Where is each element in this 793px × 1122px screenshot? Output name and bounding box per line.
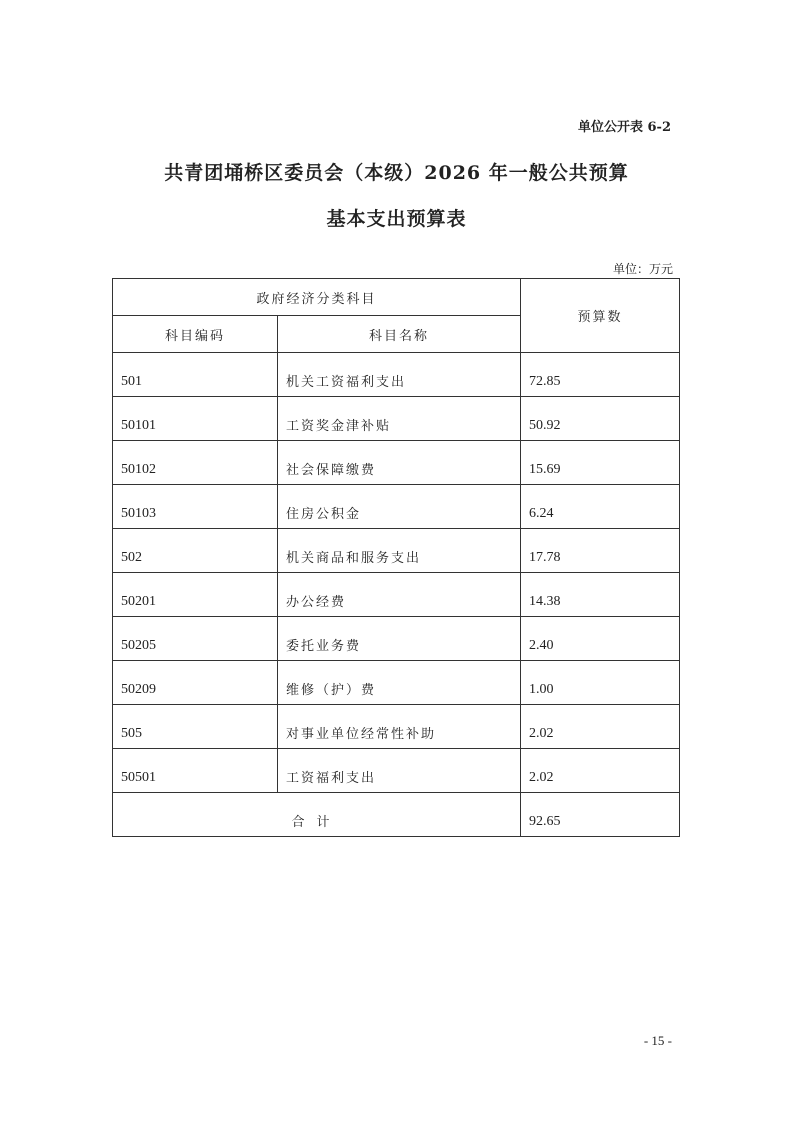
table-body <box>113 353 680 793</box>
row-code: 50101 <box>113 397 278 441</box>
table-label: 单位公开表 6-2 <box>577 120 671 135</box>
document-subtitle: 基本支出预算表 <box>326 208 467 230</box>
row-amount: 6.24 <box>521 485 680 529</box>
row-name: 社会保障缴费 <box>278 441 521 485</box>
row-name: 机关工资福利支出 <box>278 353 521 397</box>
row-name: 对事业单位经常性补助 <box>278 705 521 749</box>
name-header: 科目名称 <box>278 316 521 353</box>
row-amount: 15.69 <box>521 441 680 485</box>
total-row <box>113 793 680 837</box>
budget-table <box>112 278 680 837</box>
table-row <box>113 441 680 485</box>
document-title: 共青团埇桥区委员会（本级）2026 年一般公共预算 <box>164 162 629 184</box>
row-amount: 2.02 <box>521 749 680 793</box>
row-name: 委托业务费 <box>278 617 521 661</box>
row-amount: 2.02 <box>521 705 680 749</box>
row-amount: 2.40 <box>521 617 680 661</box>
row-code: 50205 <box>113 617 278 661</box>
row-code: 50209 <box>113 661 278 705</box>
row-code: 50501 <box>113 749 278 793</box>
row-name: 工资福利支出 <box>278 749 521 793</box>
row-name: 办公经费 <box>278 573 521 617</box>
table-row <box>113 617 680 661</box>
amount-header: 预算数 <box>521 279 680 353</box>
code-header: 科目编码 <box>113 316 278 353</box>
row-amount: 17.78 <box>521 529 680 573</box>
total-amount: 92.65 <box>521 793 680 837</box>
row-amount: 72.85 <box>521 353 680 397</box>
table-row <box>113 529 680 573</box>
row-code: 505 <box>113 705 278 749</box>
row-amount: 50.92 <box>521 397 680 441</box>
unit-label: 单位：万元 <box>612 262 673 276</box>
row-code: 501 <box>113 353 278 397</box>
table-row <box>113 485 680 529</box>
row-code: 50103 <box>113 485 278 529</box>
group-header: 政府经济分类科目 <box>113 279 521 316</box>
table-row <box>113 705 680 749</box>
table-row <box>113 353 680 397</box>
row-name: 工资奖金津补贴 <box>278 397 521 441</box>
row-name: 住房公积金 <box>278 485 521 529</box>
table-row <box>113 573 680 617</box>
table-header-row <box>113 279 680 316</box>
table-row <box>113 749 680 793</box>
row-code: 50201 <box>113 573 278 617</box>
total-label: 合计 <box>113 793 521 837</box>
table-row <box>113 661 680 705</box>
row-amount: 1.00 <box>521 661 680 705</box>
row-code: 502 <box>113 529 278 573</box>
row-amount: 14.38 <box>521 573 680 617</box>
page-number: - 15 - <box>643 1033 672 1048</box>
row-name: 维修（护）费 <box>278 661 521 705</box>
row-name: 机关商品和服务支出 <box>278 529 521 573</box>
table-row <box>113 397 680 441</box>
row-code: 50102 <box>113 441 278 485</box>
